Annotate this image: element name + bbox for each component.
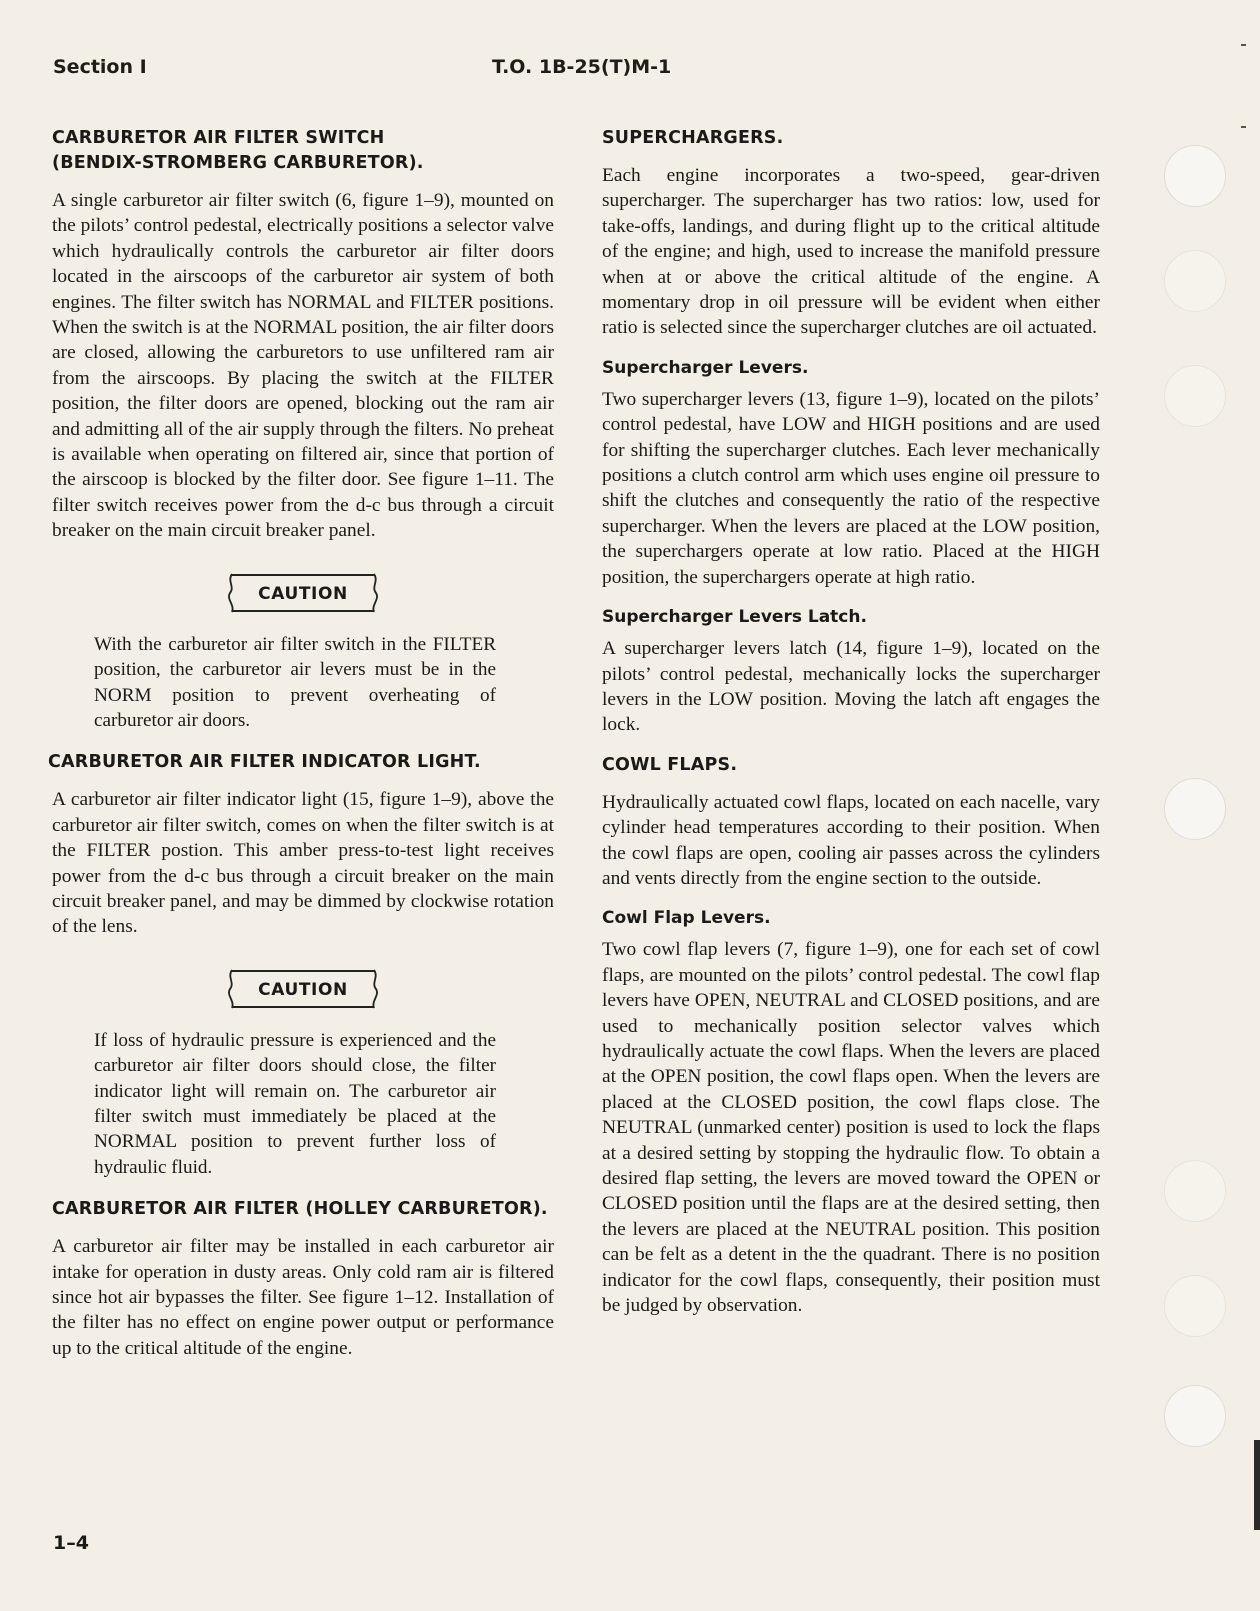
heading-levers-latch: Supercharger Levers Latch. [602, 607, 867, 628]
paragraph-superchargers: Each engine incorporates a two-speed, gear-driven supercharger. The supercharger has two ratios: low, used for take-offs, landings, and during flight up to the critical altitude of the engine; and high, used to increase the manifold pressure when at or above the critical altitude of the engine. A momentary drop in oil pressure will be evident when either ratio is selected since the supercharger clutches are oil actuated. [602, 165, 1100, 339]
binder-hole [1164, 1160, 1226, 1222]
caution-left-bracket-icon [226, 969, 236, 1009]
paragraph-cowl-flaps: Hydraulically actuated cowl flaps, located on each nacelle, vary cylinder head temperatures according to their position. When the cowl flaps are open, cooling air passes across the cylinders and vents directly from the engine section to the outside. [602, 791, 1100, 889]
caution-label-2: CAUTION [258, 979, 348, 1000]
binder-hole [1164, 250, 1226, 312]
binder-hole [1164, 778, 1226, 840]
caution-box-1 [232, 574, 374, 612]
caution-text-1: With the carburetor air filter switch in the FILTER position, the carburetor air levers must be in the NORM position to prevent overheating of carburetor air doors. [94, 633, 496, 731]
binder-hole [1164, 365, 1226, 427]
heading-indicator-light: CARBURETOR AIR FILTER INDICATOR LIGHT. [48, 752, 481, 773]
right-column [602, 126, 1100, 1318]
caution-left-bracket-icon [226, 573, 236, 613]
heading-filter-switch: CARBURETOR AIR FILTER SWITCH (BENDIX-STROMBERG CARBURETOR). [52, 128, 424, 173]
heading-supercharger-levers: Supercharger Levers. [602, 357, 809, 378]
document-number: T.O. 1B-25(T)M-1 [492, 56, 672, 78]
edge-tick [1241, 44, 1246, 46]
binder-hole [1164, 1385, 1226, 1447]
section-label: Section I [53, 56, 147, 78]
paragraph-holley: A carburetor air filter may be installed in each carburetor air intake for operation in dusty areas. Only cold ram air is filtered since hot air bypasses the filter. See figure 1–12. Installation of the filter has no effect on engine power output or performance up to the critical altitude of the engine. [52, 1236, 554, 1359]
heading-superchargers: SUPERCHARGERS. [602, 128, 784, 148]
caution-label-1: CAUTION [258, 583, 348, 604]
binder-hole [1164, 1275, 1226, 1337]
paragraph-indicator-light: A carburetor air filter indicator light (15, figure 1–9), above the carburetor air filter switch, comes on when the filter switch is at the FILTER postion. This amber press-to-test light receives power from the d-c bus through a circuit breaker on the main circuit breaker panel, and may be dimmed by clockwise rotation of the lens. [52, 789, 554, 938]
heading-cowl-flaps: COWL FLAPS. [602, 754, 738, 775]
paragraph-cowl-flap-levers: Two cowl flap levers (7, figure 1–9), one for each set of cowl flaps, are mounted on the pilots’ control pedestal. The cowl flap levers have OPEN, NEUTRAL and CLOSED positions, and are used to mechanically position selector valves which hydraulically actuate the cowl flaps. When the levers are placed at the OPEN position, the cowl flaps open. When the levers are placed at the CLOSED position, the cowl flaps close. The NEUTRAL (unmarked center) position is used to lock the flaps at a desired setting by stopping the hydraulic flow. To obtain a desired flap setting, the levers are moved toward the OPEN or CLOSED position until the flaps are at the desired setting, then the levers are placed at the NEUTRAL position. This position can be felt as a detent in the the quadrant. There is no position indicator for the cowl flaps, consequently, their position must be judged by observation. [602, 939, 1100, 1317]
paragraph-supercharger-levers: Two supercharger levers (13, figure 1–9), located on the pilots’ control pedestal, have LOW and HIGH positions and are used for shifting the supercharger clutches. Each lever mechanically positions a clutch control arm which uses engine oil pressure to shift the clutches and consequently the ratio of the respective supercharger. When the levers are placed at the LOW position, the superchargers operate at low ratio. Placed at the HIGH position, the superchargers operate at high ratio. [602, 388, 1100, 588]
edge-tick [1241, 126, 1246, 128]
heading-holley: CARBURETOR AIR FILTER (HOLLEY CARBURETOR). [52, 1199, 548, 1220]
left-column [48, 126, 554, 1361]
caution-right-bracket-icon [370, 573, 380, 613]
paragraph-filter-switch: A single carburetor air filter switch (6, figure 1–9), mounted on the pilots’ control pedestal, electrically positions a selector valve which hydraulically controls the carburetor air filter doors located in the airscoops of the carburetor air system of both engines. The filter switch has NORMAL and FILTER positions. When the switch is at the NORMAL position, the air filter doors are closed, allowing the carburetors to use unfiltered ram air from the airscoops. By placing the switch at the FILTER position, the filter doors are opened, blocking out the ram air and admitting all of the air supply through the filters. No preheat is available when operating on filtered air, since that portion of the airscoop is blocked by the filter door. See figure 1–11. The filter switch receives power from the d-c bus through a circuit breaker on the main circuit breaker panel. [52, 190, 554, 542]
binder-hole [1164, 145, 1226, 207]
page-edge-shadow [1254, 1440, 1260, 1530]
caution-text-2: If loss of hydraulic pressure is experienced and the carburetor air filter doors should close, the filter indicator light will remain on. The carburetor air filter switch must immediately be placed at the NORMAL position to prevent further loss of hydraulic fluid. [94, 1029, 496, 1178]
heading-cowl-flap-levers: Cowl Flap Levers. [602, 908, 771, 929]
paragraph-levers-latch: A supercharger levers latch (14, figure 1–9), located on the pilots’ control pedestal, mechanically locks the supercharger levers in the LOW position. Moving the latch aft engages the lock. [602, 638, 1100, 736]
caution-box-2 [232, 970, 374, 1008]
page-number: 1–4 [53, 1532, 89, 1554]
caution-right-bracket-icon [370, 969, 380, 1009]
